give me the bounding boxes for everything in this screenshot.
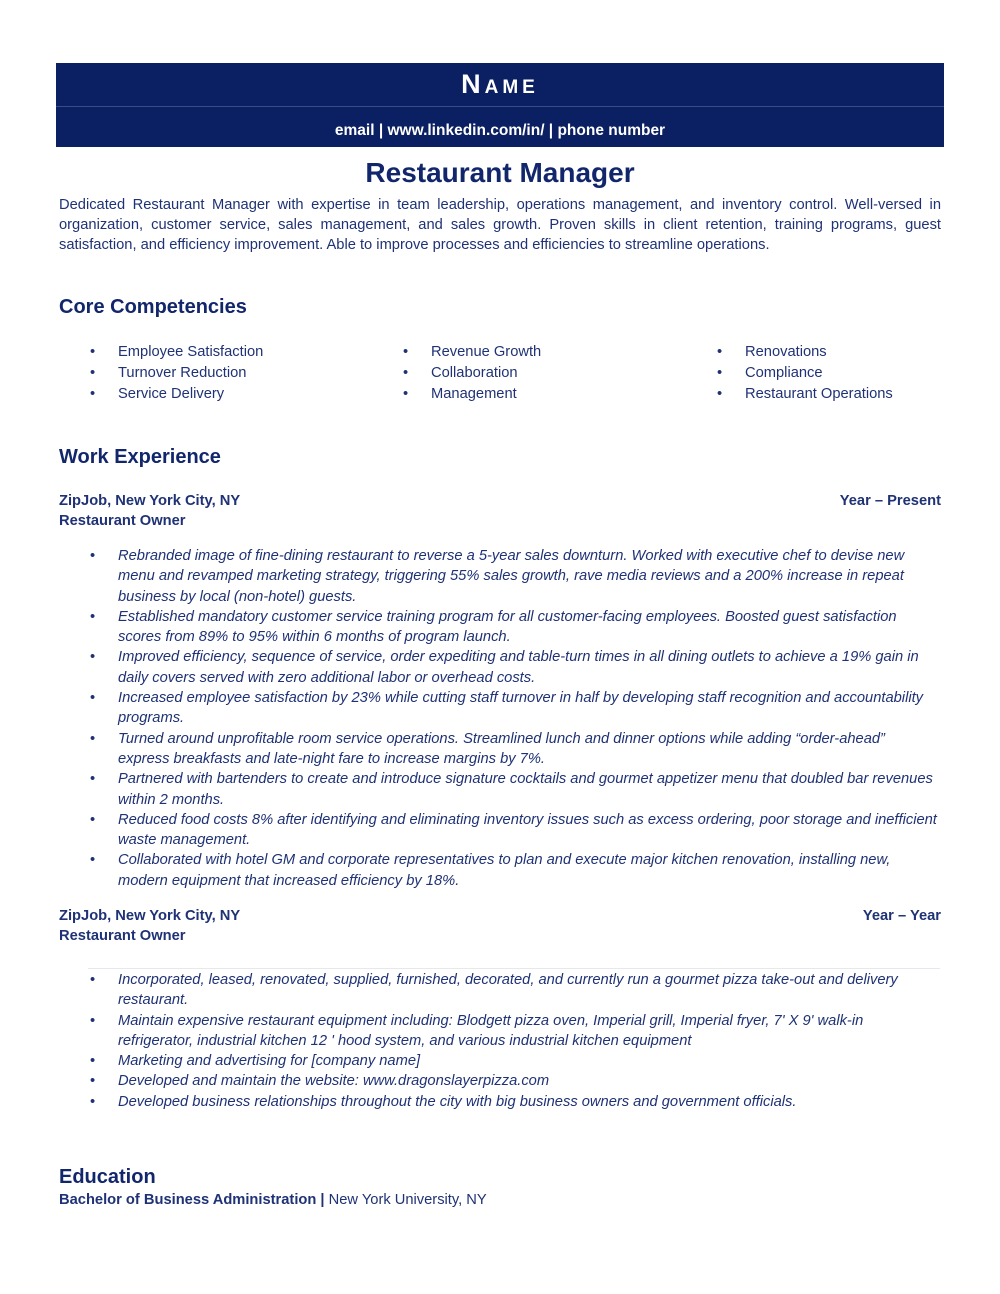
list-item: • Improved efficiency, sequence of service, order expediting and table-turn times in all dining outlets to achieve a 19% gain in daily covers served with zero additional labor or overhead costs. [88, 647, 940, 688]
section-divider [88, 968, 940, 969]
competency-item: • Compliance [715, 363, 893, 384]
list-item: • Established mandatory customer service training program for all customer-facing employees. Boosted guest satisfaction scores from 89% to 95% within 6 months of program launch. [88, 607, 940, 648]
job-2-dates: Year – Year [862, 908, 941, 924]
job-1-dates: Year – Present [839, 493, 941, 509]
competencies-column-3 [715, 342, 893, 405]
job-2-header [59, 906, 941, 926]
job-1-company: ZipJob, New York City, NY [59, 493, 241, 509]
list-item: • Collaborated with hotel GM and corporate representatives to plan and execute major kitchen renovation, installing new, modern equipment that increased efficiency by 18%. [88, 850, 940, 891]
candidate-name: Name [461, 69, 539, 99]
competency-item: • Service Delivery [88, 384, 263, 405]
list-item: • Developed business relationships throughout the city with big business owners and government officials. [88, 1092, 940, 1112]
job-2-achievements [88, 970, 940, 1112]
list-item: • Developed and maintain the website: www.dragonslayerpizza.com [88, 1071, 940, 1091]
list-item: • Marketing and advertising for [company name] [88, 1051, 940, 1071]
degree: Bachelor of Business Administration | [59, 1192, 325, 1208]
list-item: • Reduced food costs 8% after identifying and eliminating inventory issues such as excess ordering, poor storage and inefficient waste management. [88, 810, 940, 851]
school: New York University, NY [324, 1192, 487, 1208]
competency-item: • Management [401, 384, 541, 405]
competencies-heading: Core Competencies [59, 296, 247, 318]
job-1-role: Restaurant Owner [59, 513, 186, 529]
list-item: • Partnered with bartenders to create and introduce signature cocktails and gourmet appetizer menu that doubled bar revenues within 2 months. [88, 769, 940, 810]
competency-item: • Collaboration [401, 363, 541, 384]
list-item: • Rebranded image of fine-dining restaurant to reverse a 5-year sales downturn. Worked with executive chef to devise new menu and revamped marketing strategy, triggering 55% sales growth, rave media reviews and a 200% increase in repeat business by local (non-hotel) guests. [88, 546, 940, 607]
job-1-header [59, 491, 941, 511]
resume-title: Restaurant Manager [365, 157, 635, 188]
list-item: • Maintain expensive restaurant equipment including: Blodgett pizza oven, Imperial grill, Imperial fryer, 7' X 9' walk-in refrigerator, industrial kitchen 12 ' hood system, and various industrial kitchen equipment [88, 1011, 940, 1052]
contact-info: email | www.linkedin.com/in/ | phone number [334, 122, 666, 139]
experience-heading: Work Experience [59, 446, 221, 468]
header-divider [56, 106, 944, 107]
professional-summary: Dedicated Restaurant Manager with expertise in team leadership, operations management, and inventory control. Well-versed in organization, customer service, sales management, and sales growth. Proven skills in client retention, training programs, guest satisfaction, and efficiency improvement. Able to improve processes and efficiencies to streamline operations. [59, 197, 941, 253]
list-item: • Incorporated, leased, renovated, supplied, furnished, decorated, and currently run a gourmet pizza take-out and delivery restaurant. [88, 970, 940, 1011]
job-1-achievements [88, 546, 940, 891]
competency-item: • Revenue Growth [401, 342, 541, 363]
competency-item: • Renovations [715, 342, 893, 363]
list-item: • Turned around unprofitable room service operations. Streamlined lunch and dinner options while adding “order-ahead” express breakfasts and late-night fare to increase margins by 7%. [88, 729, 940, 770]
competency-item: • Employee Satisfaction [88, 342, 263, 363]
competency-item: • Turnover Reduction [88, 363, 263, 384]
job-2-company: ZipJob, New York City, NY [59, 908, 241, 924]
list-item: • Increased employee satisfaction by 23% while cutting staff turnover in half by developing staff recognition and accountability programs. [88, 688, 940, 729]
header-banner [56, 63, 944, 147]
competencies-column-2 [401, 342, 541, 405]
education-entry [59, 1192, 487, 1208]
competency-item: • Restaurant Operations [715, 384, 893, 405]
competencies-column-1 [88, 342, 263, 405]
education-heading: Education [59, 1166, 156, 1188]
job-2-role: Restaurant Owner [59, 928, 186, 944]
